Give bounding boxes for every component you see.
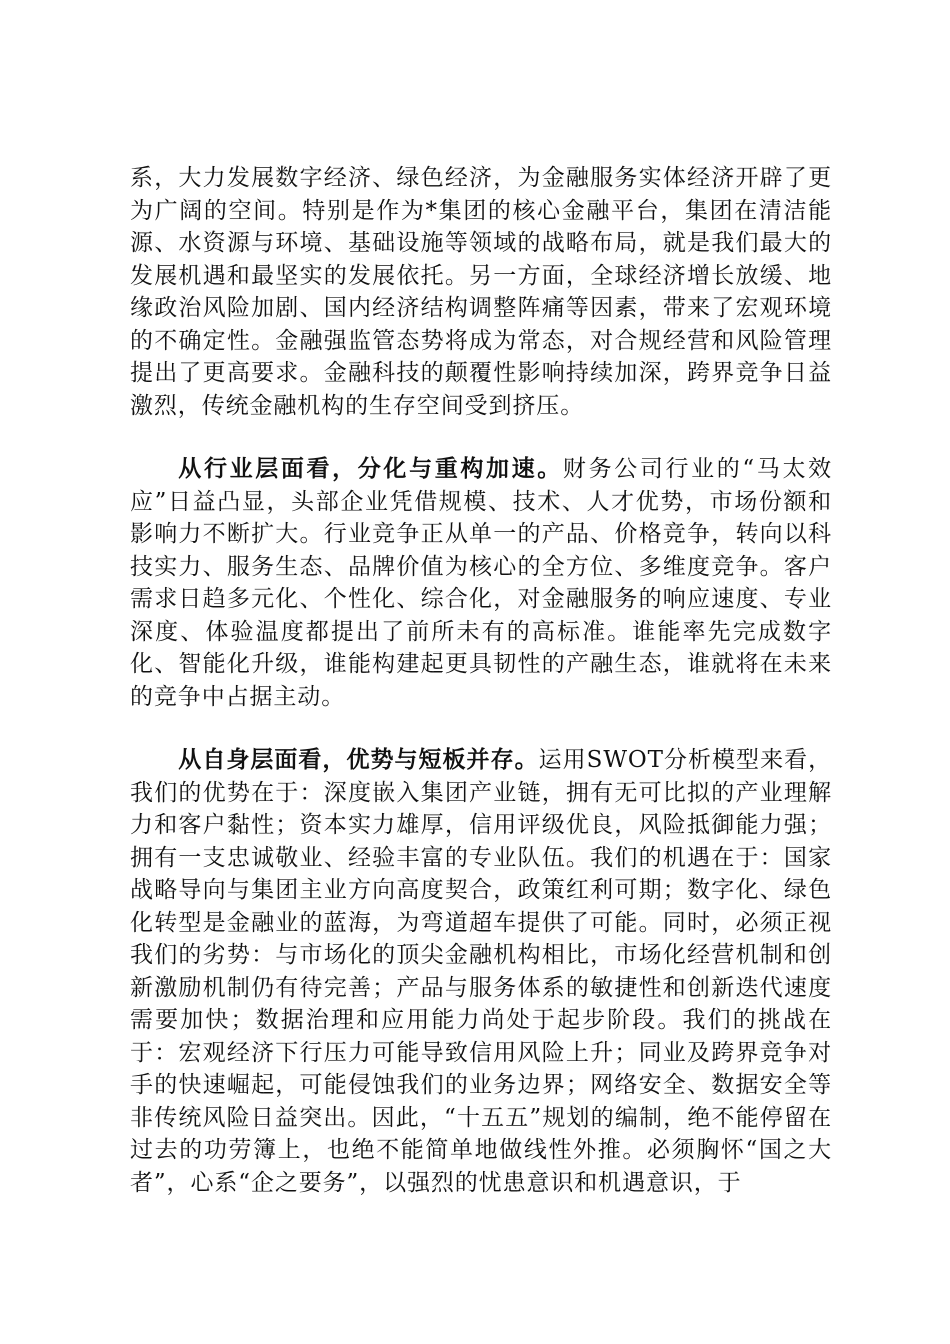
paragraph-1-text: 系，大力发展数字经济、绿色经济，为金融服务实体经济开辟了更为广阔的空间。特别是作为*集团的核心金融平台，集团在清洁能源、水资源与环境、基础设施等领域的战略布局，就是我们最大的发展机遇和最坚实的发展依托。另一方面，全球经济增长放缓、地缘政治风险加剧、国内经济结构调整阵痛等因素，带来了宏观环境的不确定性。金融强监管态势将成为常态，对合规经营和风险管理提出了更高要求。金融科技的颠覆性影响持续加深，跨界竞争日益激烈，传统金融机构的生存空间受到挤压。 [130, 165, 832, 419]
paragraph-context-continuation [130, 162, 832, 422]
paragraph-self-level [130, 744, 832, 1199]
paragraph-3-text: 运用SWOT分析模型来看，我们的优势在于：深度嵌入集团产业链，拥有无可比拟的产业理解力和客户黏性；资本实力雄厚，信用评级优良，风险抵御能力强；拥有一支忠诚敬业、经验丰富的专业队伍。我们的机遇在于：国家战略导向与集团主业方向高度契合，政策红利可期；数字化、绿色化转型是金融业的蓝海，为弯道超车提供了可能。同时，必须正视我们的劣势：与市场化的顶尖金融机构相比，市场化经营机制和创新激励机制仍有待完善；产品与服务体系的敏捷性和创新迭代速度需要加快；数据治理和应用能力尚处于起步阶段。我们的挑战在于：宏观经济下行压力可能导致信用风险上升；同业及跨界竞争对手的快速崛起，可能侵蚀我们的业务边界；网络安全、数据安全等非传统风险日益突出。因此，“十五五”规划的编制，绝不能停留在过去的功劳簿上，也绝不能简单地做线性外推。必须胸怀“国之大者”，心系“企之要务”，以强烈的忧患意识和机遇意识，于 [130, 747, 833, 1196]
paragraph-2-heading: 从行业层面看，分化与重构加速。 [178, 455, 563, 482]
paragraph-industry-level [130, 453, 832, 713]
paragraph-3-heading: 从自身层面看，优势与短板并存。 [178, 746, 539, 773]
paragraph-2-text: 财务公司行业的“马太效应”日益凸显，头部企业凭借规模、技术、人才优势，市场份额和影响力不断扩大。行业竞争正从单一的产品、价格竞争，转向以科技实力、服务生态、品牌价值为核心的全方位、多维度竞争。客户需求日趋多元化、个性化、综合化，对金融服务的响应速度、专业深度、体验温度都提出了前所未有的高标准。谁能率先完成数字化、智能化升级，谁能构建起更具韧性的产融生态，谁就将在未来的竞争中占据主动。 [130, 456, 832, 710]
document-page [130, 162, 832, 1199]
